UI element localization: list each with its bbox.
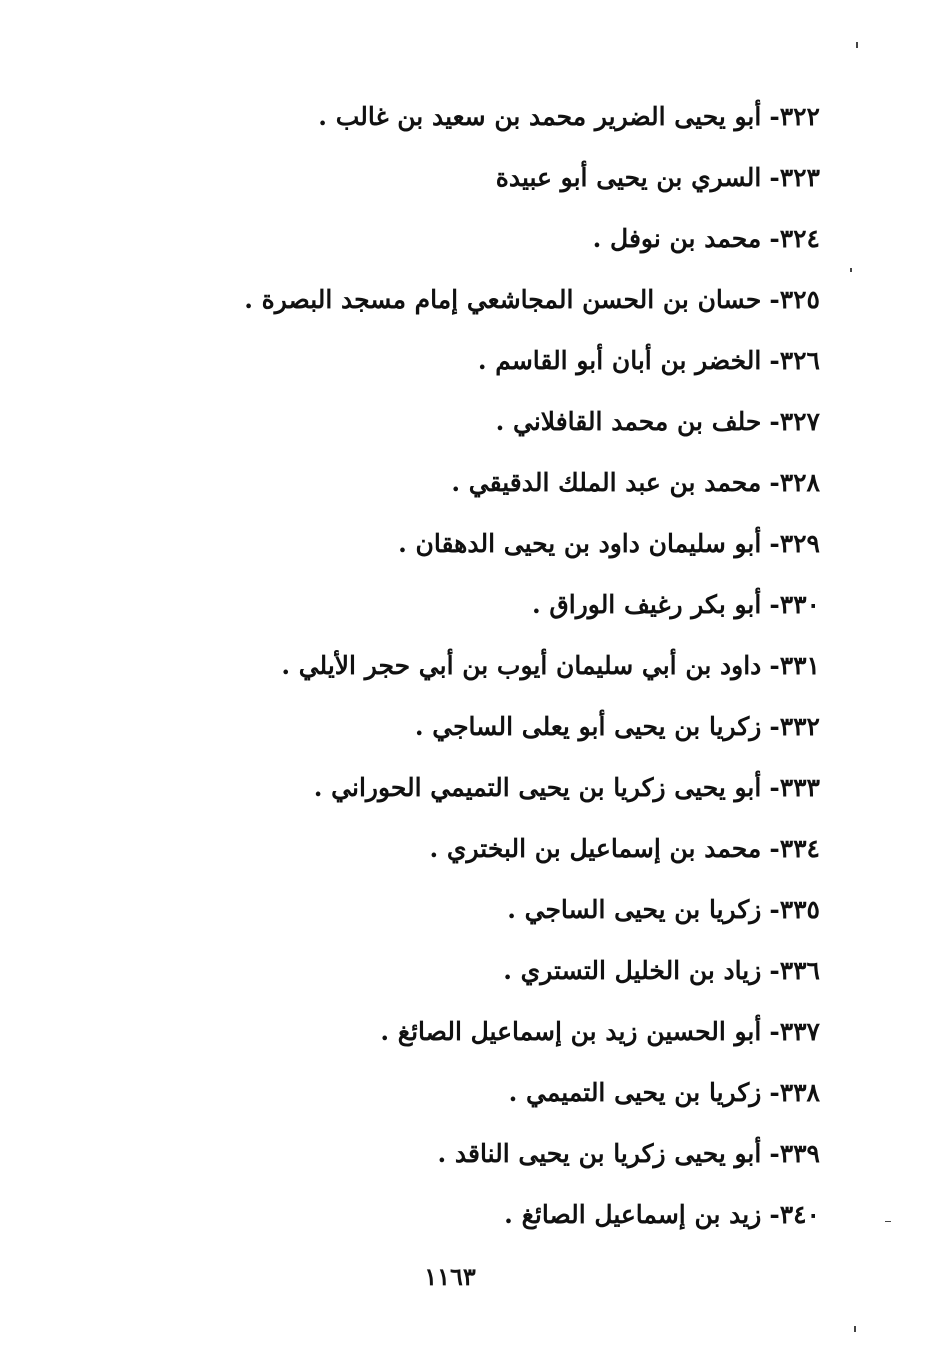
list-item bbox=[180, 757, 820, 818]
entry-text: حسان بن الحسن المجاشعي إمام مسجد البصرة . bbox=[244, 285, 762, 314]
entry-text: أبو الحسين زيد بن إسماعيل الصائغ . bbox=[380, 1017, 762, 1046]
entry-number: ٣٣١ bbox=[779, 651, 820, 680]
scan-mark bbox=[854, 1326, 856, 1332]
entry-text: حلف بن محمد القافلاني . bbox=[495, 407, 762, 436]
entry-separator: - bbox=[769, 1078, 780, 1107]
entry-text: الخضر بن أبان أبو القاسم . bbox=[477, 346, 762, 375]
list-item bbox=[180, 879, 820, 940]
entry-separator: - bbox=[769, 163, 780, 192]
entry-separator: - bbox=[769, 1200, 780, 1229]
entry-number: ٣٣٠ bbox=[779, 590, 820, 619]
entry-text: محمد بن نوفل . bbox=[592, 224, 762, 253]
entry-number: ٣٢٩ bbox=[779, 529, 820, 558]
entry-separator: - bbox=[769, 285, 780, 314]
entry-separator: - bbox=[769, 102, 780, 131]
entry-separator: - bbox=[769, 346, 780, 375]
entry-number: ٣٣٨ bbox=[779, 1078, 820, 1107]
entry-separator: - bbox=[769, 407, 780, 436]
entry-separator: - bbox=[769, 956, 780, 985]
list-item bbox=[180, 86, 820, 147]
entry-separator: - bbox=[769, 651, 780, 680]
entry-separator: - bbox=[769, 895, 780, 924]
entry-text: زكريا بن يحيى التميمي . bbox=[508, 1078, 762, 1107]
entry-text: محمد بن إسماعيل بن البختري . bbox=[429, 834, 762, 863]
entry-separator: - bbox=[769, 1139, 780, 1168]
entry-text: السري بن يحيى أبو عبيدة bbox=[495, 163, 762, 192]
entry-number: ٣٣٢ bbox=[779, 712, 820, 741]
list-item bbox=[180, 513, 820, 574]
entry-text: زكريا بن يحيى أبو يعلى الساجي . bbox=[414, 712, 762, 741]
entry-separator: - bbox=[769, 834, 780, 863]
entry-text: زياد بن الخليل التستري . bbox=[503, 956, 762, 985]
entry-separator: - bbox=[769, 1017, 780, 1046]
entry-number: ٣٢٤ bbox=[779, 224, 820, 253]
entry-number: ٣٣٤ bbox=[779, 834, 820, 863]
list-item bbox=[180, 1062, 820, 1123]
entry-number: ٣٣٣ bbox=[779, 773, 820, 802]
list-item bbox=[180, 208, 820, 269]
entry-list bbox=[180, 86, 820, 1245]
entry-text: زكريا بن يحيى الساجي . bbox=[507, 895, 762, 924]
entry-number: ٣٣٥ bbox=[779, 895, 820, 924]
list-item bbox=[180, 330, 820, 391]
entry-text: محمد بن عبد الملك الدقيقي . bbox=[451, 468, 762, 497]
entry-separator: - bbox=[769, 529, 780, 558]
entry-separator: - bbox=[769, 773, 780, 802]
list-item bbox=[180, 574, 820, 635]
entry-text: داود بن أبي سليمان أيوب بن أبي حجر الأيلي . bbox=[281, 651, 762, 680]
list-item bbox=[180, 1001, 820, 1062]
entry-number: ٣٢٨ bbox=[779, 468, 820, 497]
list-item bbox=[180, 147, 820, 208]
scan-mark bbox=[885, 1221, 891, 1222]
list-item bbox=[180, 696, 820, 757]
entry-number: ٣٣٧ bbox=[779, 1017, 820, 1046]
entry-separator: - bbox=[769, 590, 780, 619]
entry-separator: - bbox=[769, 224, 780, 253]
entry-number: ٣٢٣ bbox=[779, 163, 820, 192]
list-item bbox=[180, 635, 820, 696]
entry-separator: - bbox=[769, 468, 780, 497]
entry-separator: - bbox=[769, 712, 780, 741]
list-item bbox=[180, 391, 820, 452]
list-item bbox=[180, 1184, 820, 1245]
entry-number: ٣٢٦ bbox=[779, 346, 820, 375]
list-item bbox=[180, 452, 820, 513]
entry-text: زيد بن إسماعيل الصائغ . bbox=[504, 1200, 762, 1229]
list-item bbox=[180, 1123, 820, 1184]
entry-number: ٣٣٩ bbox=[779, 1139, 820, 1168]
scan-mark bbox=[850, 268, 852, 272]
entry-number: ٣٢٥ bbox=[779, 285, 820, 314]
entry-text: أبو يحيى زكريا بن يحيى الناقد . bbox=[437, 1139, 762, 1168]
list-item bbox=[180, 269, 820, 330]
page-number: ١١٦٣ bbox=[424, 1262, 476, 1291]
entry-text: أبو سليمان داود بن يحيى الدهقان . bbox=[398, 529, 762, 558]
entry-text: أبو يحيى زكريا بن يحيى التميمي الحوراني . bbox=[313, 773, 762, 802]
entry-number: ٣٤٠ bbox=[779, 1200, 820, 1229]
entry-number: ٣٣٦ bbox=[779, 956, 820, 985]
list-item bbox=[180, 940, 820, 1001]
entry-text: أبو يحيى الضرير محمد بن سعيد بن غالب . bbox=[318, 102, 762, 131]
entry-number: ٣٢٢ bbox=[779, 102, 820, 131]
list-item bbox=[180, 818, 820, 879]
entry-number: ٣٢٧ bbox=[779, 407, 820, 436]
scan-mark bbox=[856, 42, 858, 48]
entry-text: أبو بكر رغيف الوراق . bbox=[531, 590, 762, 619]
